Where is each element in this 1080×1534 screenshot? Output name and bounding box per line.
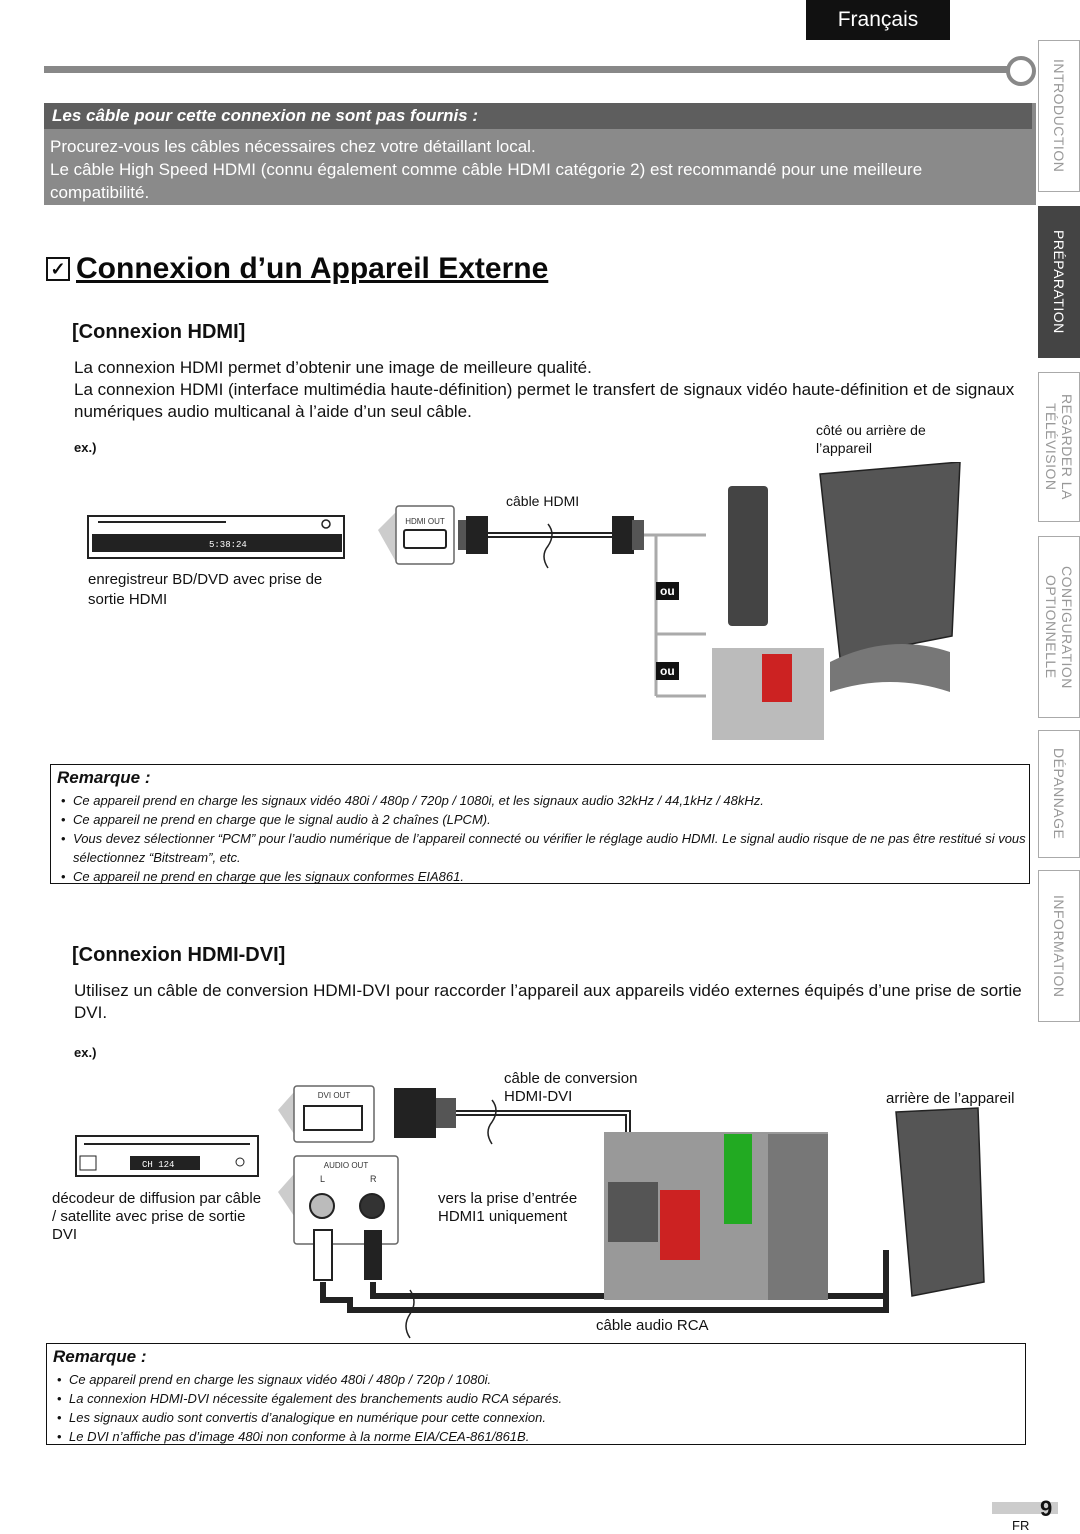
hdmi-para-2: La connexion HDMI (interface multimédia haute-définition) permet le transfert de signaux vidéo haute-définition et de signaux numériques audio multicanal à l’aide d’un seul câble. (74, 380, 1015, 421)
top-rule-circle (1006, 56, 1036, 86)
rca-cable-label: câble audio RCA (596, 1317, 709, 1334)
sidebar-tab-configuration[interactable]: CONFIGURATION OPTIONNELLE (1038, 536, 1080, 718)
note-1-list (51, 791, 1029, 886)
note-2-item: • La connexion HDMI-DVI nécessite également des branchements audio RCA séparés. (69, 1389, 1025, 1408)
hdmi-para-1: La connexion HDMI permet d’obtenir une image de meilleure qualité. (74, 358, 592, 377)
notice-text (50, 135, 1020, 204)
or-label-1: ou (656, 582, 679, 600)
note-1-item: • Ce appareil prend en charge les signaux vidéo 480i / 480p / 720p / 1080i, et les signaux audio 32kHz / 44,1kHz / 48kHz. (73, 791, 1029, 810)
box-channel: CH 124 (142, 1160, 175, 1170)
note-1-item: • Ce appareil ne prend en charge que le signal audio à 2 chaînes (LPCM). (73, 810, 1029, 829)
dvi-cable-label-1: câble de conversion (504, 1070, 638, 1087)
note-2-item: • Ce appareil prend en charge les signaux vidéo 480i / 480p / 720p / 1080i. (69, 1370, 1025, 1389)
sidebar-tab-depannage[interactable]: DÉPANNAGE (1038, 730, 1080, 858)
page-number: 9 (1040, 1496, 1053, 1521)
or-label-2: ou (656, 662, 679, 680)
audio-l-label: L (320, 1174, 326, 1184)
audio-out-port-label: AUDIO OUT (323, 1161, 369, 1170)
player-time: 5:38:24 (209, 540, 247, 550)
note-2-heading: Remarque : (53, 1347, 147, 1366)
sidebar-tab-regarder[interactable]: REGARDER LA TÉLÉVISION (1038, 372, 1080, 522)
language-tab: Français (806, 0, 950, 40)
dvi-out-port-label: DVI OUT (317, 1091, 351, 1100)
sidebar-tab-introduction[interactable]: INTRODUCTION (1038, 40, 1080, 192)
notice-title: Les câble pour cette connexion ne sont pas fournis : (44, 103, 1032, 129)
hdmi-heading: [Connexion HDMI] (72, 321, 246, 343)
section-title (46, 252, 548, 286)
dvi-cable-label-2: HDMI-DVI (504, 1088, 573, 1105)
sidebar-tab-information[interactable]: INFORMATION (1038, 870, 1080, 1022)
page-language: FR (1012, 1518, 1030, 1533)
note-box-1 (50, 764, 1030, 884)
notice-line-1: Procurez-vous les câbles nécessaires chez votre détaillant local. (50, 137, 536, 156)
bd-dvd-recorder-icon (88, 516, 344, 558)
dvi-para: Utilisez un câble de conversion HDMI-DVI pour raccorder l’appareil aux appareils vidéo externes équipés d’une prise de sortie DVI. (74, 981, 1022, 1022)
hdmi-device-label: enregistreur BD/DVD avec prise de sortie HDMI (88, 571, 323, 608)
hdmi-example-label: ex.) (74, 440, 97, 455)
note-1-item: • Ce appareil ne prend en charge que les signaux conformes EIA861. (73, 867, 1029, 886)
dvi-example-label: ex.) (74, 1045, 97, 1060)
note-box-2 (46, 1343, 1026, 1445)
dvi-cable-label (504, 1070, 637, 1106)
top-rule (44, 66, 1012, 73)
notice-line-2: Le câble High Speed HDMI (connu également comme câble HDMI catégorie 2) est recommandé pour une meilleure compatibilité. (50, 160, 923, 202)
note-1-heading: Remarque : (57, 768, 151, 787)
note-2-list (47, 1370, 1025, 1446)
checkbox-icon: ✓ (46, 257, 70, 281)
section-title-text: Connexion d’un Appareil Externe (76, 252, 549, 285)
note-2-item: • Les signaux audio sont convertis d’analogique en numérique pour cette connexion. (69, 1408, 1025, 1427)
cables-notice (44, 103, 1036, 205)
hdmi-text (74, 357, 1036, 423)
cable-box-icon (76, 1136, 258, 1176)
hdmi-tv-label: côté ou arrière de l’appareil (816, 422, 926, 456)
dvi-device-label: décodeur de diffusion par câble / satellite avec prise de sortie DVI (52, 1190, 262, 1243)
dvi-heading: [Connexion HDMI-DVI] (72, 944, 286, 966)
audio-r-label: R (370, 1174, 377, 1184)
hdmi-out-port-label: HDMI OUT (405, 517, 445, 526)
note-1-item: • Vous devez sélectionner “PCM” pour l’audio numérique de l’appareil connecté ou vérifier le réglage audio HDMI. Le signal audio risque de ne pas être restitué si vous sélectionnez “Bitstream”, etc. (73, 829, 1029, 867)
note-2-item: • Le DVI n’affiche pas d’image 480i non conforme à la norme EIA/CEA-861/861B. (69, 1427, 1025, 1446)
sidebar-tab-preparation[interactable]: PRÉPARATION (1038, 206, 1080, 358)
dvi-input-label: vers la prise d’entrée HDMI1 uniquement (438, 1190, 578, 1225)
dvi-tv-label: arrière de l’appareil (886, 1090, 1015, 1107)
hdmi-cable-label: câble HDMI (506, 493, 580, 509)
